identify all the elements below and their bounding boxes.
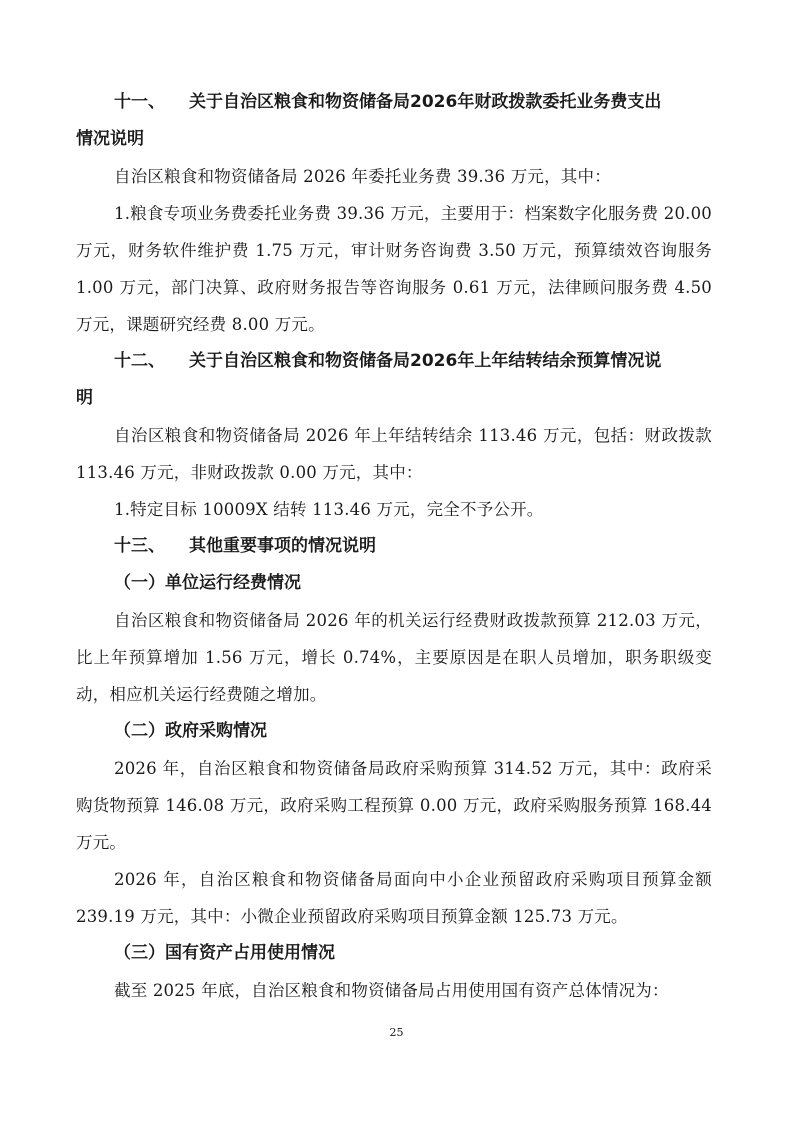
section-12-paragraph-1: 自治区粮食和物资储备局 2026 年上年结转结余 113.46 万元，包括：财政拨款 113.46 万元，非财政拨款 0.00 万元，其中： [76,426,712,482]
subsection-1-paragraph: 自治区粮食和物资储备局 2026 年的机关运行经费财政拨款预算 212.03 万元，比上年预算增加 1.56 万元，增长 0.74%，主要原因是在职人员增加，职务职级变动，相应机关运行经费随之增加。 [76,611,712,704]
page-number: 25 [389,1026,404,1039]
section-12-number: 十二、 [114,351,165,371]
section-11-paragraph-1: 自治区粮食和物资储备局 2026 年委托业务费 39.36 万元，其中： [114,167,611,186]
section-11-paragraph-2: 1.粮食专项业务费委托业务费 39.36 万元，主要用于：档案数字化服务费 20.00 万元，财务软件维护费 1.75 万元，审计财务咨询费 3.50 万元，预算绩效咨询服务 1.00 万元，部门决算、政府财务报告等咨询服务 0.61 万元，法律顾问服务费 4.50 万元，课题研究经费 8.00 万元。 [76,204,712,334]
subsection-3-paragraph: 截至 2025 年底，自治区粮食和物资储备局占用使用国有资产总体情况为： [114,981,669,1000]
section-13-heading [76,528,712,565]
section-12-paragraph-2: 1.特定目标 10009X 结转 113.46 万元，完全不予公开。 [114,500,544,519]
section-12-title-line2: 明 [76,388,93,408]
subsection-2-paragraph-2: 2026 年，自治区粮食和物资储备局面向中小企业预留政府采购项目预算金额 239.19 万元，其中：小微企业预留政府采购项目预算金额 125.73 万元。 [76,870,712,926]
document-body [76,84,712,1009]
section-12-title-line1: 关于自治区粮食和物资储备局2026年上年结转结余预算情况说 [189,351,662,371]
section-11-title-line1: 关于自治区粮食和物资储备局2026年财政拨款委托业务费支出 [189,92,662,112]
subsection-2-paragraph-1: 2026 年，自治区粮食和物资储备局政府采购预算 314.52 万元，其中：政府采购货物预算 146.08 万元，政府采购工程预算 0.00 万元，政府采购服务预算 168.44 万元。 [76,759,712,852]
section-13-number: 十三、 [114,536,165,556]
subsection-2-heading: （二）政府采购情况 [114,721,267,741]
subsection-3-heading: （三）国有资产占用使用情况 [114,943,335,963]
section-11-title-line2: 情况说明 [76,129,144,149]
section-13-title: 其他重要事项的情况说明 [189,536,376,556]
subsection-1-heading: （一）单位运行经费情况 [114,573,301,593]
section-11-heading [76,84,712,121]
section-12-heading [76,343,712,380]
section-11-number: 十一、 [114,92,165,112]
